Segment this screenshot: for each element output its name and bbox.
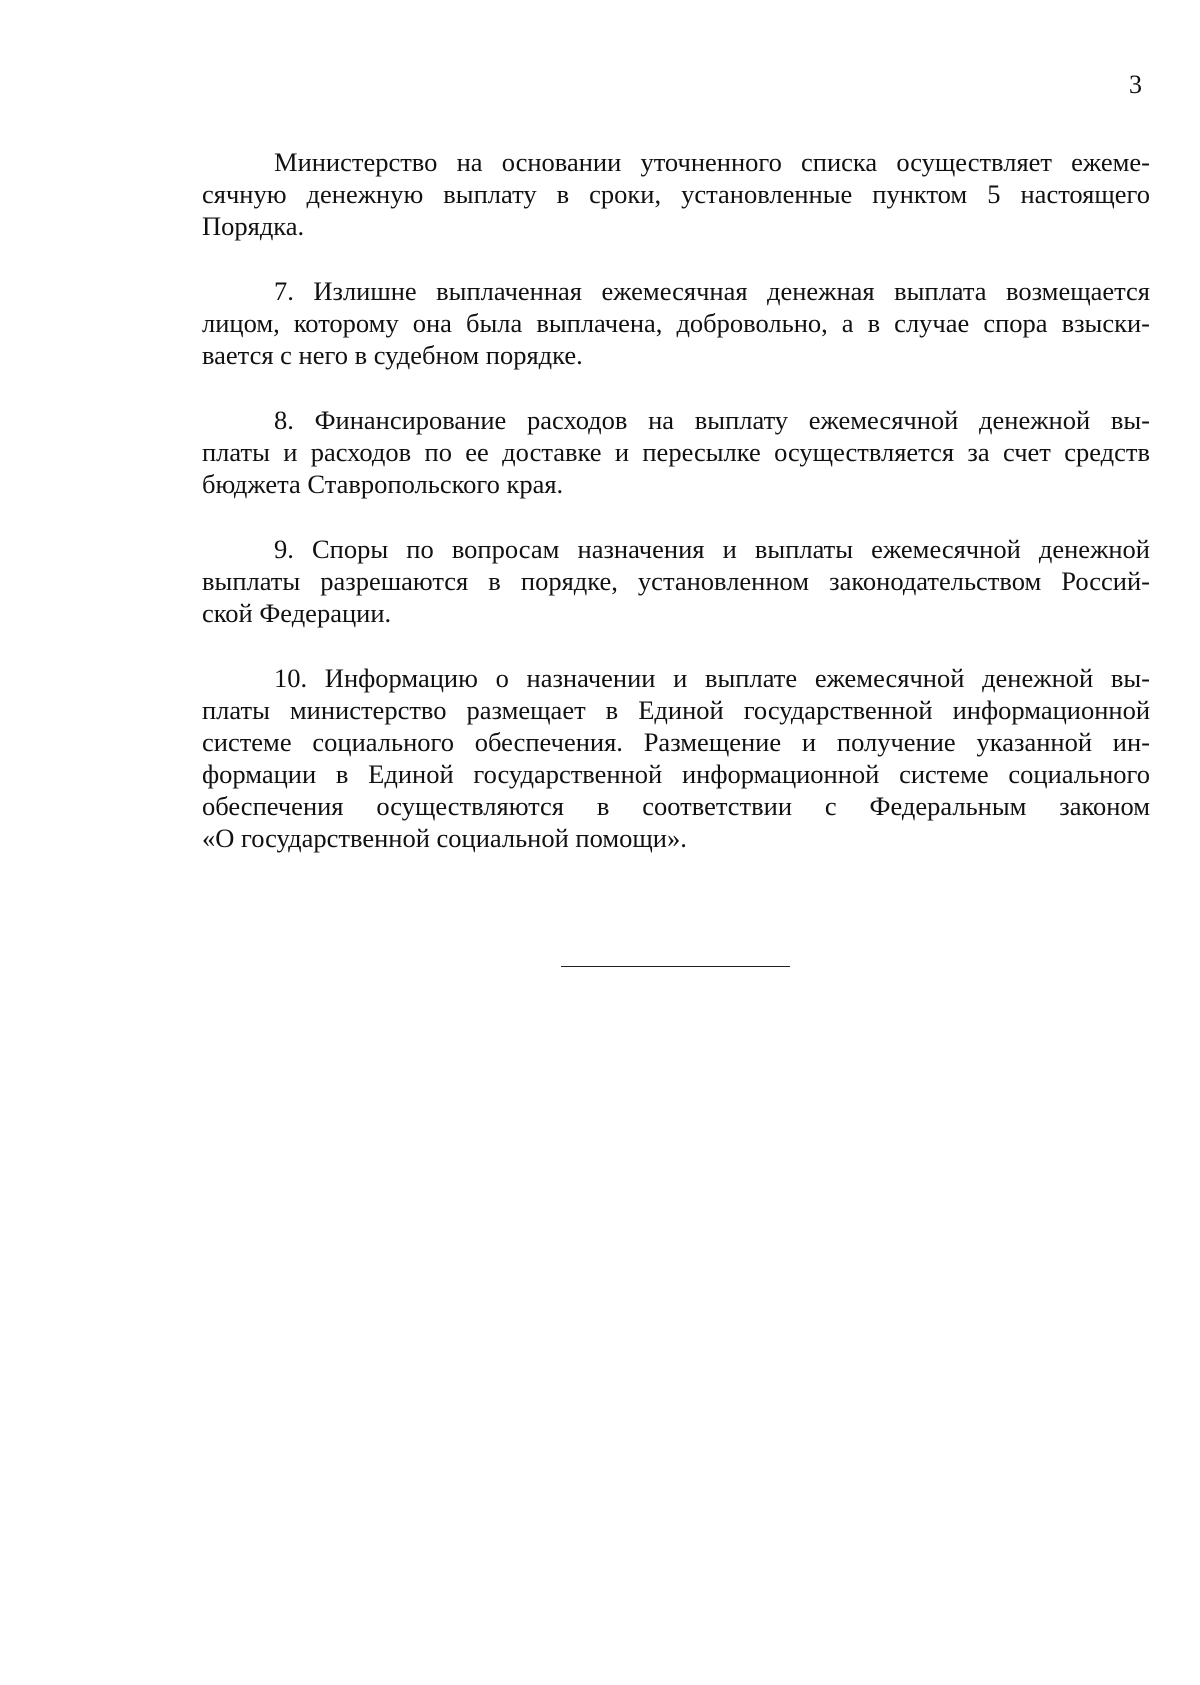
paragraph-item-7 bbox=[202, 275, 1150, 371]
paragraph-payment-by-ministry bbox=[202, 146, 1150, 242]
paragraph-line: системе социального обеспечения. Размещение и получение указанной ин- bbox=[202, 727, 1150, 757]
paragraph-line: лицом, которому она была выплачена, добровольно, а в случае спора взыски- bbox=[202, 308, 1150, 338]
end-of-document-rule bbox=[561, 966, 790, 967]
paragraph-line: Министерство на основании уточненного списка осуществляет ежеме- bbox=[274, 147, 1150, 177]
document-body bbox=[202, 146, 1150, 887]
page-number: 3 bbox=[1129, 70, 1142, 99]
paragraph-line: бюджета Ставропольского края. bbox=[202, 469, 564, 499]
paragraph-line: выплаты разрешаются в порядке, установленном законодательством Россий- bbox=[202, 566, 1150, 596]
paragraph-line: сячную денежную выплату в сроки, установленные пунктом 5 настоящего bbox=[202, 179, 1150, 209]
paragraph-line: ской Федерации. bbox=[202, 598, 392, 628]
paragraph-line: «О государственной социальной помощи». bbox=[202, 823, 687, 853]
paragraph-line: 10. Информацию о назначении и выплате ежемесячной денежной вы- bbox=[274, 663, 1150, 693]
paragraph-item-10 bbox=[202, 662, 1150, 854]
paragraph-line: платы министерство размещает в Единой государственной информационной bbox=[202, 695, 1150, 725]
paragraph-line: 9. Споры по вопросам назначения и выплаты ежемесячной денежной bbox=[274, 534, 1150, 564]
paragraph-line: вается с него в судебном порядке. bbox=[202, 340, 583, 370]
paragraph-item-8 bbox=[202, 404, 1150, 500]
paragraph-line: обеспечения осуществляются в соответствии с Федеральным законом bbox=[202, 791, 1150, 821]
paragraph-line: Порядка. bbox=[202, 211, 305, 241]
paragraph-line: 8. Финансирование расходов на выплату ежемесячной денежной вы- bbox=[274, 405, 1150, 435]
paragraph-line: платы и расходов по ее доставке и пересылке осуществляется за счет средств bbox=[202, 437, 1150, 467]
paragraph-item-9 bbox=[202, 533, 1150, 629]
paragraph-line: 7. Излишне выплаченная ежемесячная денежная выплата возмещается bbox=[274, 276, 1150, 306]
paragraph-line: формации в Единой государственной информационной системе социального bbox=[202, 759, 1150, 789]
